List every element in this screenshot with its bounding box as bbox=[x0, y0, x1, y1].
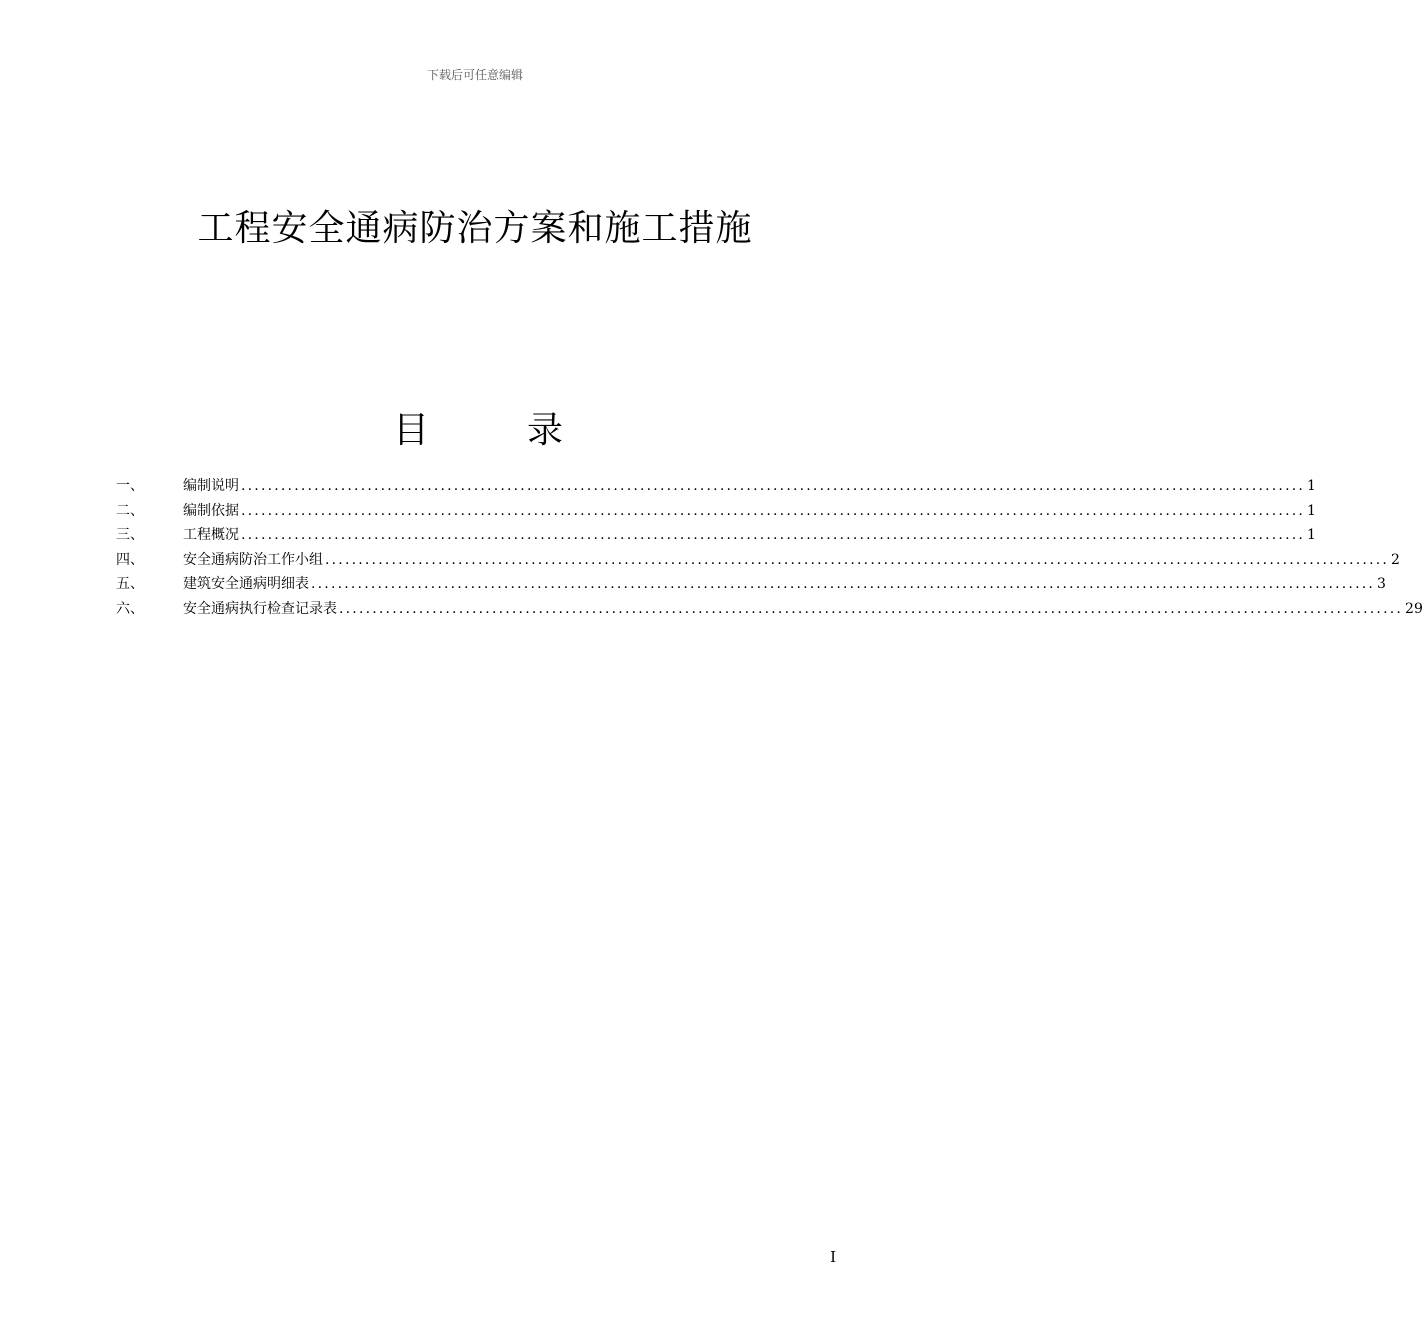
toc-entry-number: 六、 bbox=[116, 600, 144, 617]
table-of-contents bbox=[116, 474, 1423, 622]
toc-dot-leader: ................................................................................................................................................................ bbox=[311, 576, 1376, 593]
toc-entry[interactable] bbox=[116, 548, 1400, 573]
toc-entry-label: 工程概况 bbox=[183, 527, 239, 544]
toc-entry-label: 编制说明 bbox=[183, 478, 239, 494]
toc-entry-number: 一、 bbox=[116, 478, 144, 494]
header-note: 下载后可任意编辑 bbox=[426, 68, 523, 82]
toc-entry-label: 安全通病防治工作小组 bbox=[183, 551, 323, 568]
toc-heading bbox=[393, 402, 563, 451]
toc-entry[interactable] bbox=[116, 474, 1316, 499]
toc-entry-page: 1 bbox=[1307, 527, 1316, 544]
toc-entry-number: 五、 bbox=[116, 576, 144, 593]
toc-entry-page: 1 bbox=[1307, 502, 1316, 519]
toc-dot-leader: ................................................................................................................................................................ bbox=[241, 502, 1306, 519]
toc-entry-page: 1 bbox=[1307, 478, 1316, 494]
toc-entry[interactable] bbox=[116, 499, 1316, 524]
toc-dot-leader: ................................................................................................................................................................ bbox=[325, 551, 1390, 568]
toc-dot-leader: ................................................................................................................................................................ bbox=[241, 478, 1306, 494]
toc-entry-label: 安全通病执行检查记录表 bbox=[183, 600, 337, 617]
toc-dot-leader: ................................................................................................................................................................ bbox=[241, 527, 1306, 544]
page-number: I bbox=[830, 1248, 836, 1266]
toc-dot-leader: ................................................................................................................................................................ bbox=[339, 600, 1404, 617]
toc-entry-page: 3 bbox=[1377, 576, 1386, 593]
toc-entry[interactable] bbox=[116, 523, 1316, 548]
toc-entry-label: 建筑安全通病明细表 bbox=[183, 576, 309, 593]
toc-entry-number: 三、 bbox=[116, 527, 144, 544]
toc-entry-label: 编制依据 bbox=[183, 502, 239, 519]
document-title: 工程安全通病防治方案和施工措施 bbox=[197, 208, 753, 249]
toc-entry[interactable] bbox=[116, 572, 1386, 597]
toc-entry-number: 四、 bbox=[116, 551, 144, 568]
toc-heading-char-1: 目 bbox=[393, 410, 430, 451]
toc-entry-number: 二、 bbox=[116, 502, 144, 519]
toc-entry-page: 2 bbox=[1391, 551, 1400, 568]
toc-entry[interactable] bbox=[116, 597, 1423, 622]
toc-heading-char-2: 录 bbox=[526, 410, 563, 451]
toc-entry-page: 29 bbox=[1405, 600, 1423, 617]
